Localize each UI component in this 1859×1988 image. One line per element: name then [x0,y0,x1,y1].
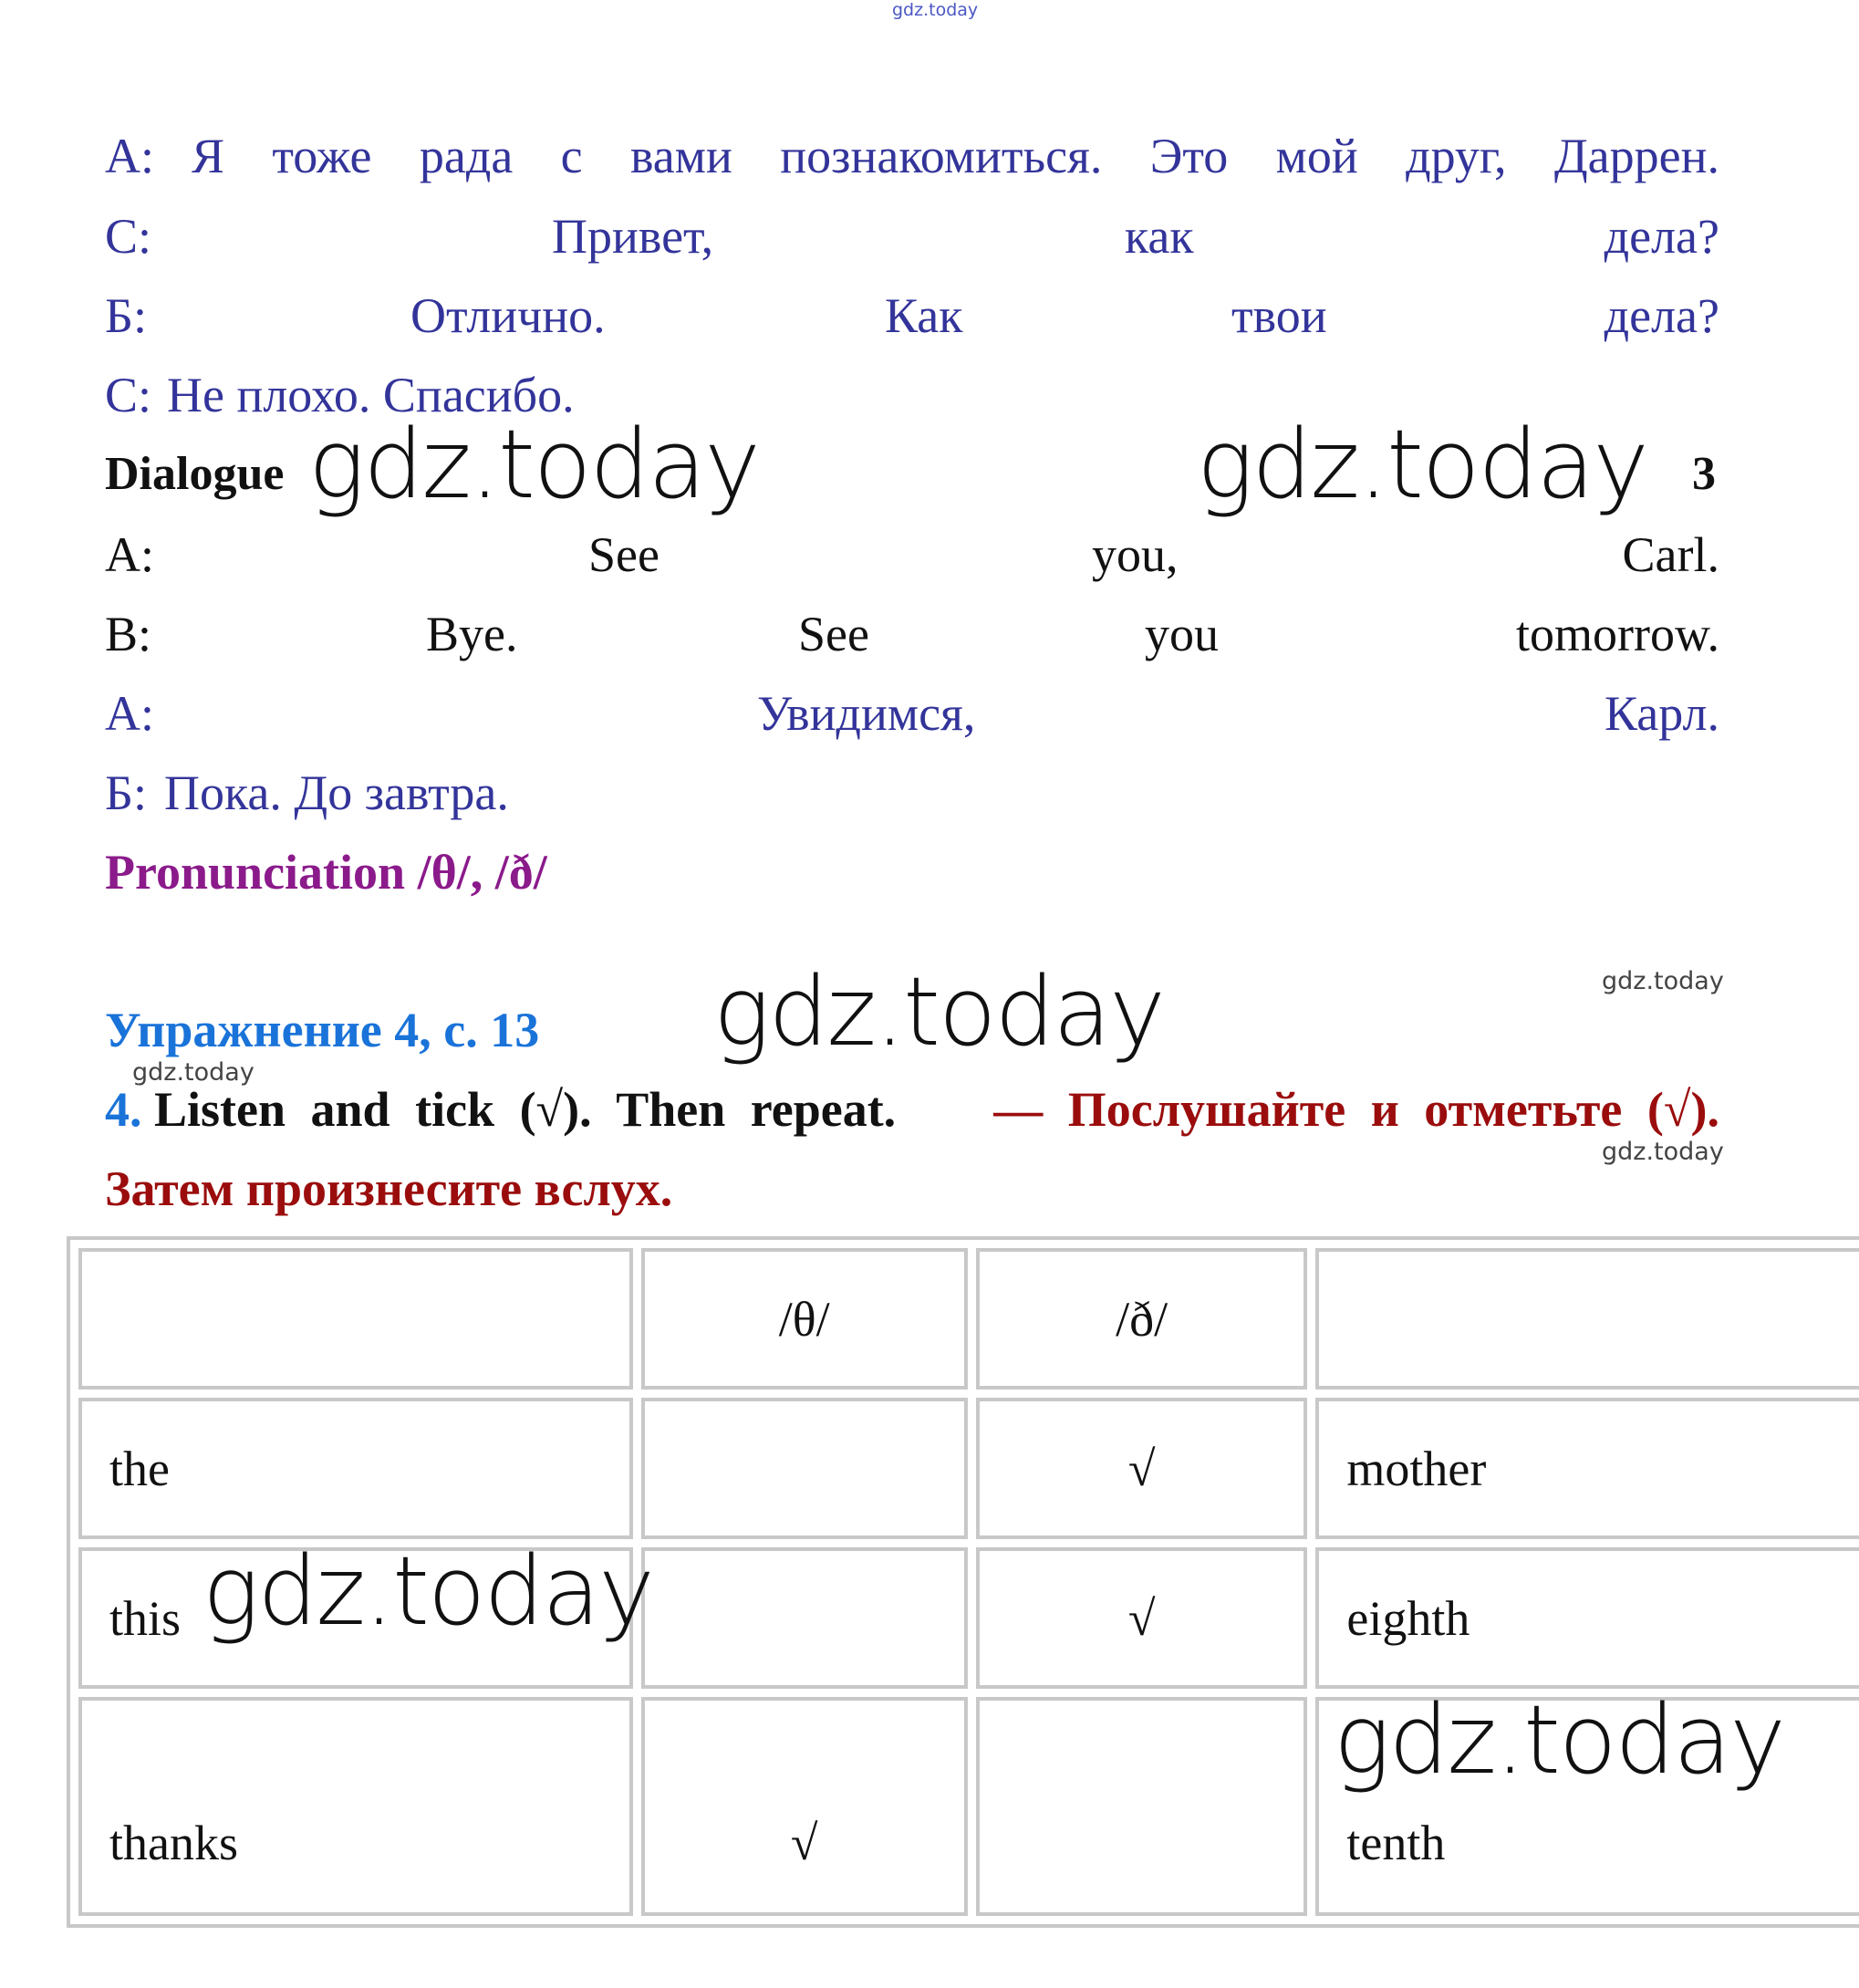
dialogue-text: Не плохо. Спасибо. [167,368,575,422]
dialogue-word: tomorrow. [1516,607,1719,661]
table-row [78,1398,1859,1539]
speaker-label: А: [105,129,154,183]
eth-check-cell: √ [976,1547,1307,1689]
dialogue-word: как [1125,209,1194,264]
speaker-label: Б: [105,288,148,343]
theta-check-cell [641,1547,968,1689]
dialogue-en-line-1 [105,526,1719,590]
pronunciation-heading: Pronunciation /θ/, /ð/ [105,845,547,900]
header-cell-eth: /ð/ [976,1248,1307,1390]
dialogue-word: твои [1231,288,1327,343]
word-cell: mother [1315,1398,1859,1539]
instruction-en: Listen and tick (√). Then repeat. [154,1082,897,1137]
dialogue-ru-line-2 [105,208,1719,272]
speaker-label: A: [105,527,154,582]
dialogue-word: Bye. [426,607,518,661]
speaker-label: С: [105,368,152,422]
eth-check-cell [976,1697,1307,1916]
word-cell: the [78,1398,633,1539]
dialogue-text: Я тоже рада с вами познакомиться. Это мой друг, Даррен. [192,129,1719,183]
dialogue-ru-line-5 [105,685,1719,749]
speaker-label: С: [105,209,152,264]
dialogue-word: Увидимся, [757,686,976,741]
exercise-title: Упражнение 4, с. 13 [105,1003,540,1057]
dialogue-ru-line-3 [105,287,1719,351]
exercise-number: 4. [105,1082,142,1137]
dialogue-word: Carl. [1622,527,1719,582]
watermark: gdz.today [1197,409,1647,520]
dialogue-word: you, [1092,527,1179,582]
dialogue-ru-line-1 [105,128,1719,192]
speaker-label: А: [105,686,154,741]
dialogue-word: you [1145,607,1219,661]
watermark: gdz.today [203,1535,653,1647]
word-cell: thanks [78,1697,633,1916]
dialogue-heading: Dialogue [105,448,285,500]
watermark: gdz.today [308,409,759,520]
theta-check-cell [641,1398,968,1539]
watermark-small: gdz.today [1602,1138,1724,1166]
instruction-ru: — Послушайте и отметьте (√). [993,1082,1719,1137]
table-header-row [78,1248,1859,1390]
dialogue-number: 3 [1692,448,1716,500]
dialogue-word: See [798,607,869,661]
watermark-top: gdz.today [892,0,979,20]
watermark: gdz.today [713,956,1164,1067]
watermark-small: gdz.today [132,1058,254,1087]
theta-check-cell: √ [641,1697,968,1916]
header-cell [78,1248,633,1390]
word-cell: eighth [1315,1547,1859,1689]
dialogue-word: дела? [1604,209,1719,264]
header-cell [1315,1248,1859,1390]
dialogue-word: Карл. [1604,686,1719,741]
exercise-instruction [105,1081,1719,1138]
dialogue-text: Пока. До завтра. [164,765,509,820]
dialogue-word: дела? [1604,288,1719,343]
word-cell: tenth [1315,1697,1859,1916]
speaker-label: B: [105,607,152,661]
dialogue-word: Отлично. [410,288,606,343]
dialogue-en-line-2 [105,606,1719,670]
watermark: gdz.today [1334,1684,1784,1795]
eth-check-cell: √ [976,1398,1307,1539]
dialogue-word: See [588,527,659,582]
speaker-label: Б: [105,765,148,820]
header-cell-theta: /θ/ [641,1248,968,1390]
dialogue-word: Как [885,288,963,343]
word-cell: this [78,1547,633,1689]
watermark-small: gdz.today [1602,967,1724,995]
dialogue-ru-line-6 [105,765,1719,828]
instruction-ru-continued: Затем произнесите вслух. [105,1161,673,1216]
dialogue-word: Привет, [552,209,714,264]
